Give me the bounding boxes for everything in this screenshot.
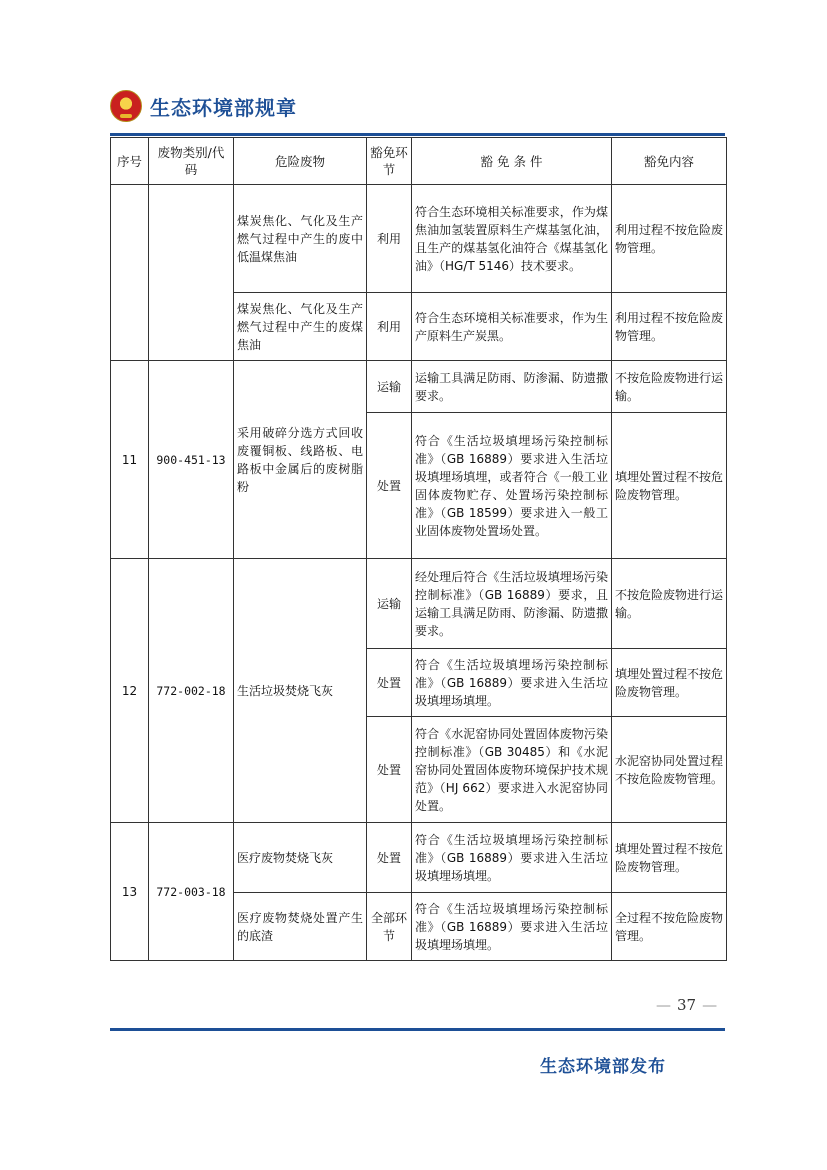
cell-waste: 医疗废物焚烧飞灰 [234,823,367,893]
col-header-waste: 危险废物 [234,138,367,185]
page-number: — 37 — [656,996,718,1014]
cell-stage: 运输 [367,361,412,413]
header-rule [110,133,725,136]
cell-condition: 符合《生活垃圾填埋场污染控制标准》（GB 16889）要求进入生活垃圾填埋场填埋，或者符合《一般工业固体废物贮存、处置场污染控制标准》（GB 18599）要求进入一般工业固体废物处置场处置。 [412,413,612,559]
cell-stage: 处置 [367,717,412,823]
cell-content: 填埋处置过程不按危险废物管理。 [612,649,727,717]
header-title: 生态环境部规章 [150,95,297,120]
footer-publisher: 生态环境部发布 [540,1057,666,1077]
cell-content: 水泥窑协同处置过程不按危险废物管理。 [612,717,727,823]
cell-code: 900-451-13 [149,361,234,559]
cell-stage: 全部环节 [367,893,412,961]
cell-code: 772-002-18 [149,559,234,823]
cell-content: 填埋处置过程不按危险废物管理。 [612,413,727,559]
cell-no: 12 [111,559,149,823]
cell-content: 利用过程不按危险废物管理。 [612,293,727,361]
cell-content: 全过程不按危险废物管理。 [612,893,727,961]
cell-stage: 利用 [367,293,412,361]
cell-content: 不按危险废物进行运输。 [612,559,727,649]
col-header-condition: 豁 免 条 件 [412,138,612,185]
col-header-code: 废物类别/代码 [149,138,234,185]
cell-stage: 处置 [367,413,412,559]
col-header-stage: 豁免环节 [367,138,412,185]
cell-condition: 经处理后符合《生活垃圾填埋场污染控制标准》（GB 16889）要求，且运输工具满足防雨、防渗漏、防遗撒要求。 [412,559,612,649]
cell-waste: 煤炭焦化、气化及生产燃气过程中产生的废中低温煤焦油 [234,185,367,293]
exemption-table [110,137,727,961]
cell-condition: 符合生态环境相关标准要求，作为煤焦油加氢装置原料生产煤基氢化油，且生产的煤基氢化油符合《煤基氢化油》（HG/T 5146）技术要求。 [412,185,612,293]
national-emblem-icon [110,90,142,122]
page-number-value: 37 [677,996,697,1014]
cell-content: 利用过程不按危险废物管理。 [612,185,727,293]
cell-stage: 运输 [367,559,412,649]
cell-content: 不按危险废物进行运输。 [612,361,727,413]
cell-content: 填埋处置过程不按危险废物管理。 [612,823,727,893]
page-header [110,88,297,124]
footer-rule [110,1028,725,1031]
col-header-no: 序号 [111,138,149,185]
table-row [111,823,727,893]
table-header-row [111,138,727,185]
cell-condition: 符合《水泥窑协同处置固体废物污染控制标准》（GB 30485）和《水泥窑协同处置固体废物环境保护技术规范》（HJ 662）要求进入水泥窑协同处置。 [412,717,612,823]
cell-code: 772-003-18 [149,823,234,961]
cell-stage: 处置 [367,823,412,893]
cell-condition: 符合《生活垃圾填埋场污染控制标准》（GB 16889）要求进入生活垃圾填埋场填埋。 [412,649,612,717]
cell-stage: 处置 [367,649,412,717]
table-row [111,185,727,293]
cell-condition: 符合《生活垃圾填埋场污染控制标准》（GB 16889）要求进入生活垃圾填埋场填埋。 [412,893,612,961]
cell-code-empty [149,185,234,361]
table-row [111,559,727,649]
cell-stage: 利用 [367,185,412,293]
cell-condition: 符合《生活垃圾填埋场污染控制标准》（GB 16889）要求进入生活垃圾填埋场填埋。 [412,823,612,893]
col-header-content: 豁免内容 [612,138,727,185]
cell-no: 13 [111,823,149,961]
table-row [111,361,727,413]
cell-condition: 运输工具满足防雨、防渗漏、防遗撒要求。 [412,361,612,413]
cell-no: 11 [111,361,149,559]
cell-waste: 煤炭焦化、气化及生产燃气过程中产生的废煤焦油 [234,293,367,361]
cell-waste: 医疗废物焚烧处置产生的底渣 [234,893,367,961]
cell-waste: 生活垃圾焚烧飞灰 [234,559,367,823]
cell-waste: 采用破碎分选方式回收废覆铜板、线路板、电路板中金属后的废树脂粉 [234,361,367,559]
cell-no-empty [111,185,149,361]
cell-condition: 符合生态环境相关标准要求，作为生产原料生产炭黑。 [412,293,612,361]
